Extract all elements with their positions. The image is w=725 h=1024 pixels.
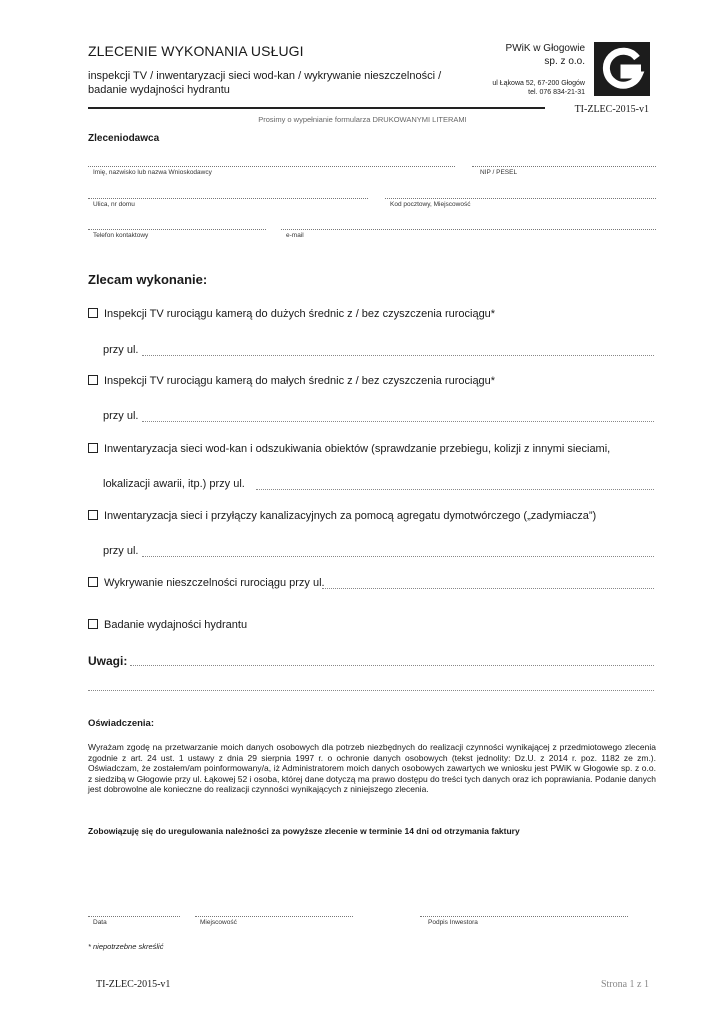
declarations-body: Wyrażam zgodę na przetwarzanie moich danych osobowych dla potrzeb niezbędnych do realizacji czynności wynikającej z przedmiotowego zlecenia zgodnie z art. 24 ust. 1 ustawy z dnia 29 sierpnia 1997 r. o ochronie danych osobowych (tekst jednolity: Dz.U. z 2014 r. poz. 1182 ze zm.). Oświadczam, że zostałem/am poinformowany/a, iż Administratorem moich danych osobowych zawartych we wniosku jest PWiK w Głogowie sp. z o.o. z siedzibą w Głogowie przy ul. Łąkowej 52 i osoba, której dane dotyczą ma prawo dostępu do treści tych danych oraz ich poprawiania. Podanie danych jest dobrowolne ale konieczne do realizacji czynności wynikających z niniejszego zlecenia. [88,742,656,795]
remarks-field-line-2[interactable] [88,690,654,691]
company-name-block [506,42,585,68]
nip-label: NIP / PESEL [480,169,518,176]
order-item-2-street-label: przy ul. [103,410,139,422]
header-divider [88,107,545,109]
page-number: Strona 1 z 1 [600,979,649,990]
order-item-6-text: Badanie wydajności hydrantu [104,619,248,631]
client-name-label: Imię, nazwisko lub nazwa Wnioskodawcy [93,169,212,176]
order-item-3-street-field[interactable] [256,489,654,490]
order-item-2-text: Inspekcji TV rurociągu kamerą do małych średnic z / bez czyszczenia rurociągu* [104,375,496,387]
order-item-4 [88,510,596,522]
order-item-1-street-field[interactable] [142,355,654,356]
phone-field[interactable] [88,229,266,230]
postal-field[interactable] [385,198,656,199]
street-label: Ulica, nr domu [93,201,135,208]
remarks-field-line-1[interactable] [130,665,654,666]
client-heading: Zleceniodawca [88,133,160,144]
order-item-2 [88,375,495,387]
postal-label: Kod pocztowy, Miejscowość [390,201,471,208]
document-title: ZLECENIE WYKONANIA USŁUGI [88,43,304,59]
phone-label: Telefon kontaktowy [93,232,149,239]
date-label: Data [93,919,107,926]
company-form: sp. z o.o. [544,56,585,67]
checkbox-item-5[interactable] [88,577,98,587]
declarations-heading: Oświadczenia: [88,718,154,729]
payment-commitment: Zobowiązuję się do uregulowania należności za powyższe zlecenie w terminie 14 dni od otrzymania faktury [88,826,520,836]
company-address-block [492,79,585,97]
order-item-4-text: Inwentaryzacja sieci i przyłączy kanalizacyjnych za pomocą agregatu dymotwórczego („zadymiacza”) [104,510,597,522]
remarks-label: Uwagi: [88,654,128,668]
pwik-logo-icon [594,42,650,96]
email-label: e-mail [286,232,304,239]
street-field[interactable] [88,198,368,199]
fill-instruction: Prosimy o wypełnianie formularza DRUKOWANYMI LITERAMI [258,115,467,124]
order-item-3 [88,443,610,455]
order-item-3-text: Inwentaryzacja sieci wod-kan i odszukiwania obiektów (sprawdzanie przebiegu, kolizji z innymi sieciami, [104,443,611,455]
checkbox-item-1[interactable] [88,308,98,318]
place-label: Miejscowość [200,919,237,926]
order-item-5 [88,577,325,589]
company-phone: tel. 076 834-21-31 [528,89,585,96]
nip-field[interactable] [472,166,656,167]
footer-doc-code: TI-ZLEC-2015-v1 [96,979,171,990]
order-heading: Zlecam wykonanie: [88,272,208,287]
order-item-4-street-label: przy ul. [103,545,139,557]
order-item-5-street-field[interactable] [322,588,654,589]
signature-field[interactable] [420,916,628,917]
order-item-5-text: Wykrywanie nieszczelności rurociągu przy ul. [104,577,325,589]
checkbox-item-6[interactable] [88,619,98,629]
company-address: ul Łąkowa 52, 67-200 Głogów [492,80,585,87]
order-item-1-text: Inspekcji TV rurociągu kamerą do dużych średnic z / bez czyszczenia rurociągu* [104,308,496,320]
document-subtitle: inspekcji TV / inwentaryzacji sieci wod-kan / wykrywanie nieszczelności / badanie wydajności hydrantu [88,70,442,96]
company-name: PWiK w Głogowie [505,43,585,54]
order-item-4-street-field[interactable] [142,556,654,557]
signature-label: Podpis Inwestora [428,919,478,926]
date-field[interactable] [88,916,180,917]
checkbox-item-2[interactable] [88,375,98,385]
order-item-2-street-field[interactable] [142,421,654,422]
order-item-6 [88,619,247,631]
order-item-3-street-label: lokalizacji awarii, itp.) przy ul. [103,478,245,490]
checkbox-item-3[interactable] [88,443,98,453]
footnote: * niepotrzebne skreślić [88,942,164,951]
checkbox-item-4[interactable] [88,510,98,520]
order-item-1 [88,308,495,320]
order-item-1-street-label: przy ul. [103,344,139,356]
doc-code-top: TI-ZLEC-2015-v1 [574,104,649,115]
email-field[interactable] [281,229,656,230]
place-field[interactable] [195,916,353,917]
client-name-field[interactable] [88,166,455,167]
